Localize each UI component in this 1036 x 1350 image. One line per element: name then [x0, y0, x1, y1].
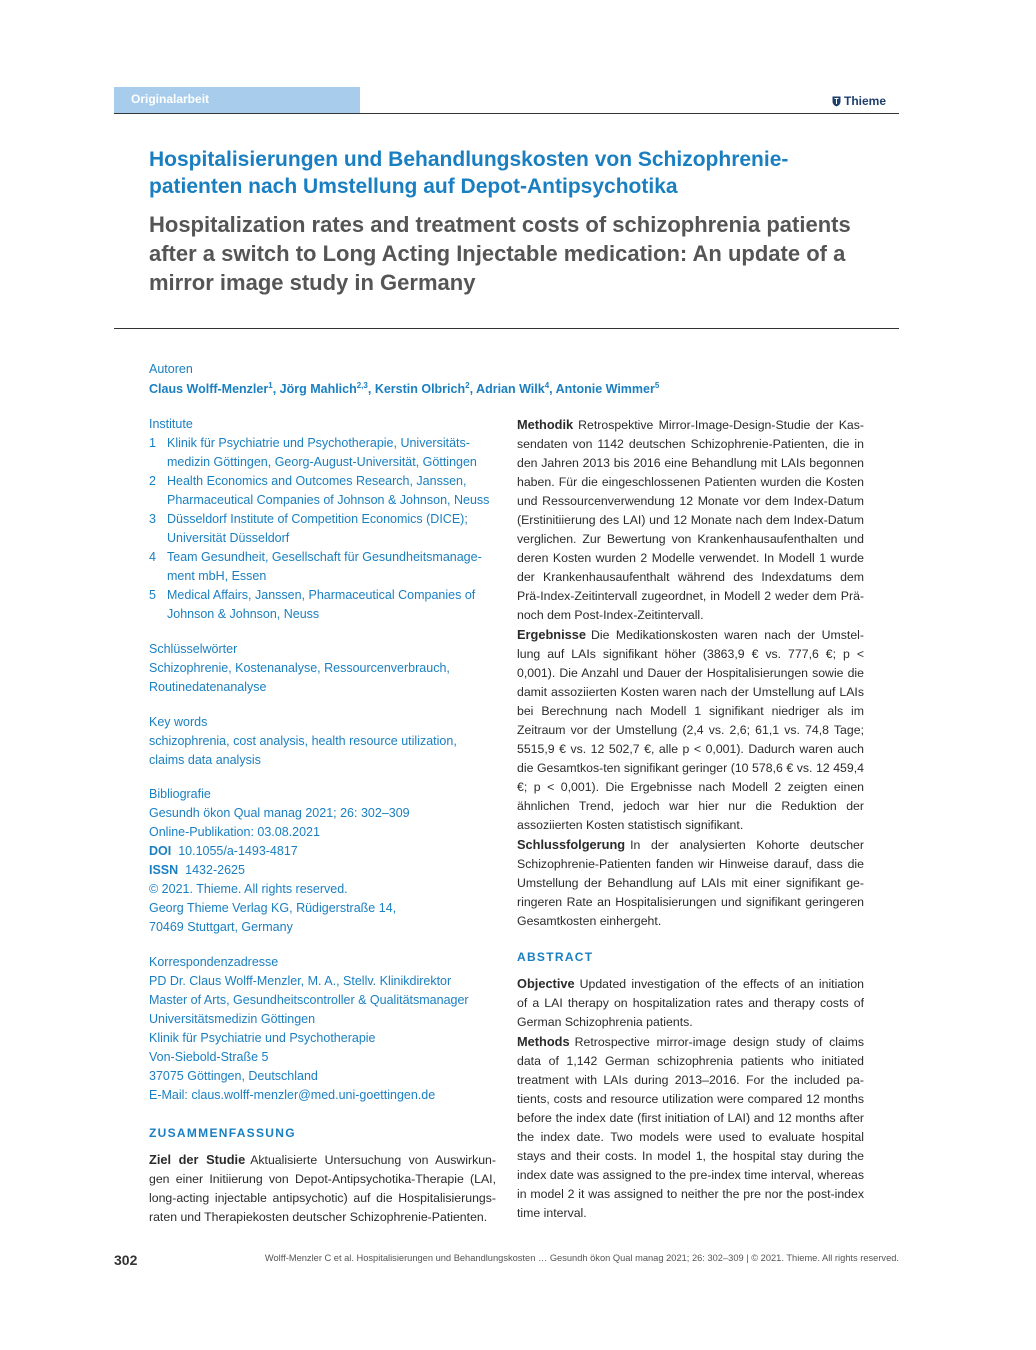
author-affiliation: 1: [268, 381, 273, 390]
correspondence-email[interactable]: E-Mail: claus.wolff-menzler@med.uni-goettingen.de: [149, 1088, 436, 1102]
institute-number: 3: [149, 512, 156, 526]
institute-text: Klinik für Psychiatrie und Psychotherapie, Universitäts-medizin Göttingen, Georg-August-Universität, Göttingen: [167, 436, 477, 469]
institutes-list: [149, 434, 494, 624]
objective-label: Objective: [517, 976, 575, 991]
journal-reference: Gesundh ökon Qual manag 2021; 26: 302–309: [149, 806, 410, 820]
institutes-label: Institute: [149, 417, 193, 431]
doi-link[interactable]: 10.1055/a-1493-4817: [178, 844, 298, 858]
footer-citation: Wolff-Menzler C et al. Hospitalisierungen und Behandlungskosten … Gesundh ökon Qual manag 2021; 26: 302–309 | © 2021. Thieme. All rights reserved.: [264, 1253, 899, 1263]
author-name: Kerstin Olbrich: [374, 382, 466, 397]
author-affiliation: 4: [544, 381, 550, 390]
publisher-logo: [832, 94, 886, 108]
correspondence-line: Klinik für Psychiatrie und Psychotherapie: [149, 1031, 376, 1045]
methods-paragraph: [517, 1032, 864, 1223]
author-list: Claus Wolff-Menzler$^1$, Jörg Mahlich$^{2,3}$, Kerstin Olbrich$^2$, Adrian Wilk$^4$, Antonie Wimmer$^5$: [149, 381, 660, 397]
correspondence-line: PD Dr. Claus Wolff-Menzler, M. A., Stellv. Klinikdirektor: [149, 974, 452, 988]
issn-line: [149, 861, 494, 880]
methodik-text: Retrospektive Mirror-Image-Design-Studie der Kas-sendaten von 1142 deutschen Schizophrenie-Patienten, die in den Jahren 2013 bis 2016 eine Behandlung mit LAIs begonnen haben. Für die eingeschlossenen Patienten wurden die Kosten und Ressourcenverwendung 12 Monate vor dem Index-Datum (Erstinitiierung des LAI) und 12 Monate nach dem Index-Datum verglichen. Zur Bewertung von Krankenhausaufenthalten und deren Kosten wurden 2 Modelle verwendet. In Modell 1 wurde der Krankenhausaufenthalt während des Indexdatums dem Prä-Index-Zeitintervall zugeordnet, in Modell 2 weder dem Prä- noch dem Post-Index-Zeitintervall.: [517, 418, 864, 622]
thieme-crest-icon: [832, 96, 841, 107]
schluss-text: In der analysierten Kohorte deutscher Schizophrenie-Patienten fanden wir Hinweise darauf, dass die Umstellung der Behandlung auf LAIs mit einer signifikant ge-ringeren Rate an Hospitalisierungen und signifikant geringeren Gesamtkosten einhergeht.: [517, 838, 864, 928]
ergebnisse-label: Ergebnisse: [517, 627, 586, 642]
title-german: Hospitalisierungen und Behandlungskosten von Schizophrenie-patienten nach Umstellung auf Depot-Antipsychotika: [149, 148, 789, 198]
bibliography-label: Bibliografie: [149, 787, 211, 801]
author-name: Jörg Mahlich: [279, 382, 357, 397]
copyright: © 2021. Thieme. All rights reserved.: [149, 882, 348, 896]
correspondence-section: [149, 953, 509, 1105]
author-name: Adrian Wilk: [476, 382, 545, 397]
institute-number: 1: [149, 436, 156, 450]
objective-paragraph: [517, 974, 864, 1032]
issn-value: 1432-2625: [185, 863, 245, 877]
institutes-section: [149, 415, 494, 624]
ziel-paragraph: [149, 1150, 496, 1227]
author-name: Claus Wolff-Menzler: [149, 382, 269, 397]
schluss-paragraph: [517, 835, 864, 931]
correspondence-line: Universitätsmedizin Göttingen: [149, 1012, 316, 1026]
institute-text: Health Economics and Outcomes Research, Janssen, Pharmaceutical Companies of Johnson & Johnson, Neuss: [167, 474, 490, 507]
bibliography-section: [149, 785, 494, 937]
schluss-label: Schlussfolgerung: [517, 837, 626, 852]
keywords-de-label: Schlüsselwörter: [149, 642, 238, 656]
online-date: Online-Publikation: 03.08.2021: [149, 825, 320, 839]
correspondence-line: Master of Arts, Gesundheitscontroller & Qualitätsmanager: [149, 993, 469, 1007]
ergebnisse-text: Die Medikationskosten waren nach der Umstel-lung auf LAIs signifikant höher (3863,9 € vs. 777,6 €; p < 0,001). Die Anzahl und Dauer der Hospitalisierungen sowie die damit assoziierten Kosten waren nach der Umstellung auf LAIs bei Berechnung nach Modell 1 signifikant niedriger als im Zeitraum vor der Umstellung (2,4 vs. 2,6; 61,1 vs. 74,8 Tage; 5515,9 € vs. 12 502,7 €, alle p < 0,001). Dadurch waren auch die Gesamtkos-ten signifikant geringer (10 578,6 € vs. 12 459,4 €; p < 0,001). Die Ergebnisse nach Modell 2 zeigten einen ähnlichen Trend, jedoch war hier nur die Reduktion der assoziierten Kosten statistisch signifikant.: [517, 628, 864, 832]
publisher-address: Georg Thieme Verlag KG, Rüdigerstraße 14,: [149, 901, 397, 915]
keywords-de-section: [149, 640, 494, 697]
ziel-text: Aktualisierte Untersuchung von Auswirkun-gen einer Initiierung von Depot-Antipsychotika-Therapie (LAI, long-acting injectable antipsychotic) auf die Hospitalisierungs-raten und Therapiekosten deutscher Schizophrenie-Patienten.: [149, 1153, 496, 1224]
institute-item: [149, 510, 494, 548]
title-divider: [114, 328, 899, 329]
correspondence-line: Von-Siebold-Straße 5: [149, 1050, 269, 1064]
methodik-paragraph: [517, 415, 864, 625]
title-english: Hospitalization rates and treatment costs of schizophrenia patients after a switch to Long Acting Injectable medication: An update of a mirror image study in Germany: [149, 212, 851, 295]
author-name: Antonie Wimmer: [555, 382, 655, 397]
doi-label: DOI: [149, 844, 172, 858]
abstract-heading: ABSTRACT: [517, 950, 594, 964]
methodik-label: Methodik: [517, 417, 574, 432]
author-affiliation: 2: [465, 381, 470, 390]
keywords-en-section: [149, 713, 494, 770]
header-divider: [114, 113, 899, 114]
zusammenfassung-heading: ZUSAMMENFASSUNG: [149, 1126, 296, 1140]
abstract-section: [517, 974, 864, 1223]
methods-text: Retrospective mirror-image design study of claims data of 1,142 German schizophrenia patients who initiated treatment with LAIs during 2013–2016. For the included pa-tients, costs and resource utilization were compared 12 months before the index date (first initiation of LAI) and 12 months after the index date. Two models were used to evaluate hospital stays and their costs. In model 1, the hospital stay during the index date was assigned to the pre-index time interval, whereas in model 2 it was assigned to neither the pre nor the post-index time interval.: [517, 1035, 864, 1220]
institute-number: 2: [149, 474, 156, 488]
authors-label: Autoren: [149, 362, 193, 376]
institute-item: [149, 472, 494, 510]
doi-line: [149, 842, 494, 861]
publisher-city: 70469 Stuttgart, Germany: [149, 920, 293, 934]
keywords-en-label: Key words: [149, 715, 208, 729]
section-tag-label: Originalarbeit: [131, 92, 210, 106]
correspondence-label: Korrespondenzadresse: [149, 955, 279, 969]
institute-number: 5: [149, 588, 156, 602]
keywords-en-text: schizophrenia, cost analysis, health resource utilization, claims data analysis: [149, 734, 457, 767]
author-affiliation: 2,3: [356, 381, 368, 390]
institute-item: [149, 586, 494, 624]
section-tag: [114, 87, 360, 114]
institute-item: [149, 548, 494, 586]
ergebnisse-paragraph: [517, 625, 864, 835]
ziel-label: Ziel der Studie: [149, 1152, 246, 1167]
publisher-name: Thieme: [844, 94, 887, 108]
institute-number: 4: [149, 550, 156, 564]
institute-text: Düsseldorf Institute of Competition Economics (DICE); Universität Düsseldorf: [167, 512, 468, 545]
zusammenfassung-continued: [517, 415, 864, 931]
keywords-de-text: Schizophrenie, Kostenanalyse, Ressourcenverbrauch, Routinedatenanalyse: [149, 661, 450, 694]
page-number: 302: [114, 1252, 138, 1268]
correspondence-line: 37075 Göttingen, Deutschland: [149, 1069, 318, 1083]
institute-item: [149, 434, 494, 472]
methods-label: Methods: [517, 1034, 570, 1049]
author-affiliation: 5: [654, 381, 660, 390]
issn-label: ISSN: [149, 863, 179, 877]
institute-text: Medical Affairs, Janssen, Pharmaceutical Companies of Johnson & Johnson, Neuss: [167, 588, 476, 621]
objective-text: Updated investigation of the effects of an initiation of a LAI therapy on hospitalization rates and therapy costs of German Schizophrenia patients.: [517, 977, 864, 1029]
institute-text: Team Gesundheit, Gesellschaft für Gesundheitsmanage-ment mbH, Essen: [167, 550, 482, 583]
